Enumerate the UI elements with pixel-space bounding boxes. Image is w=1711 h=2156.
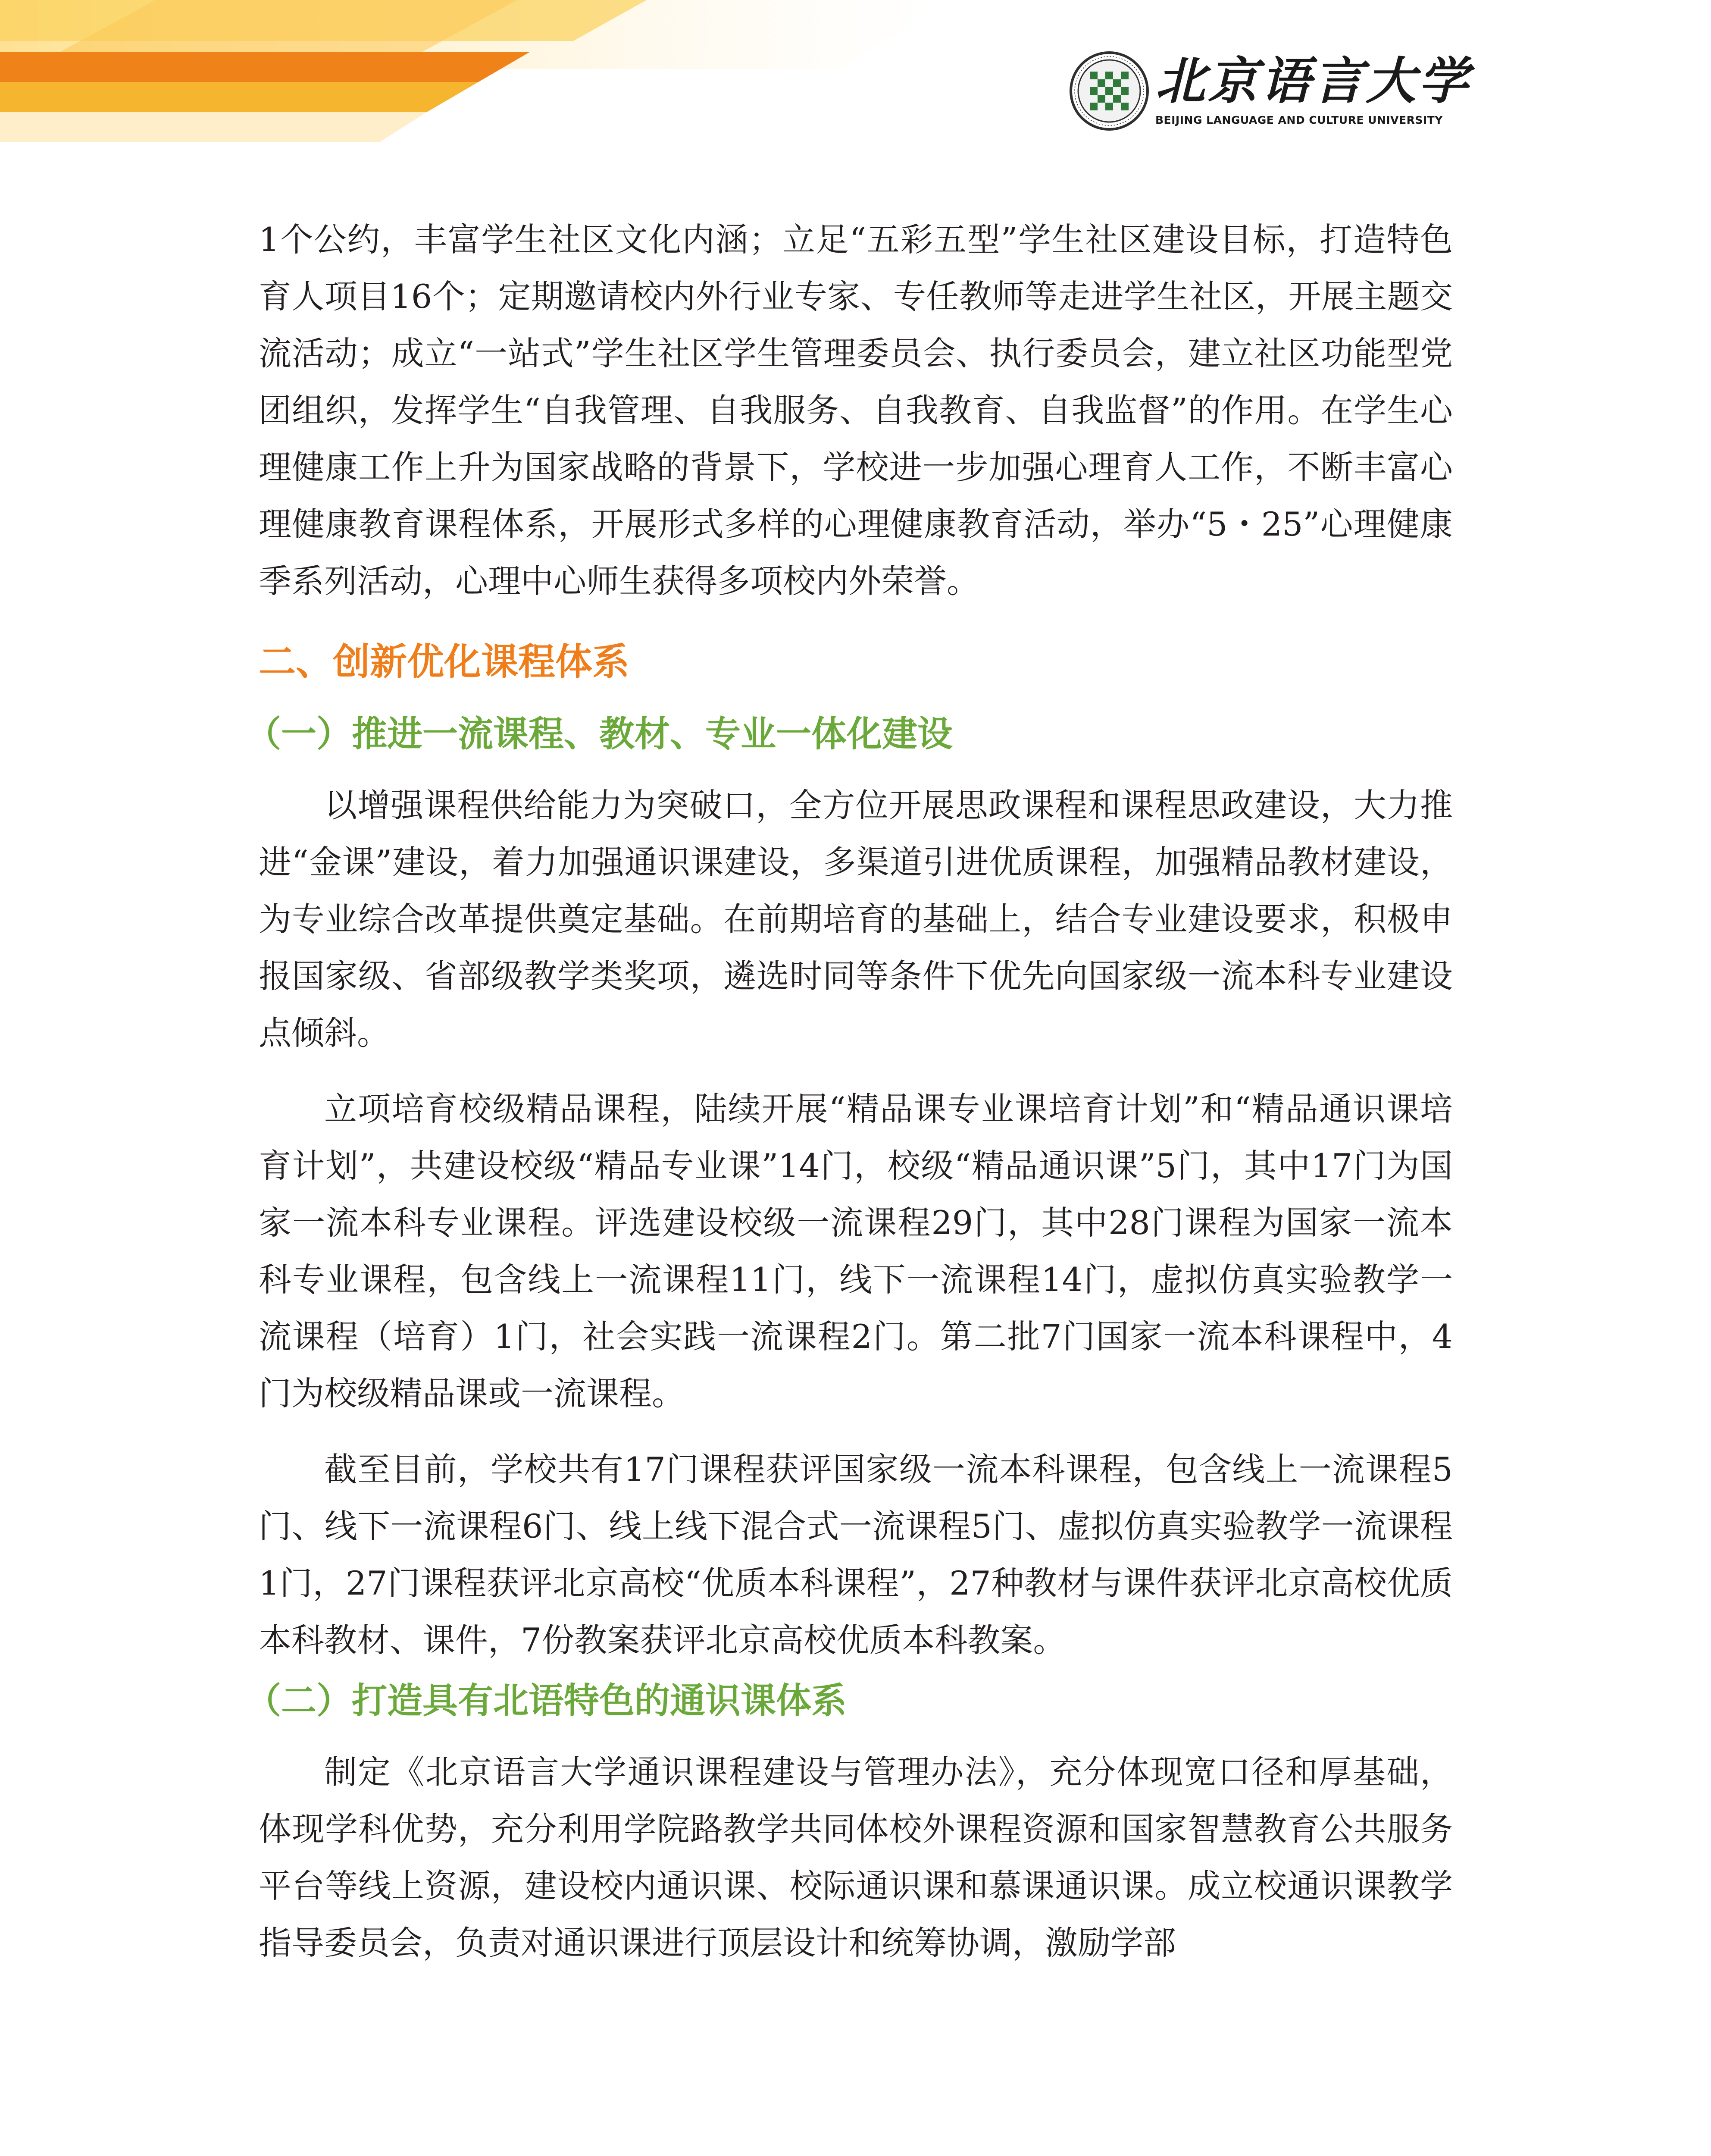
section-heading-course-system: 二、创新优化课程体系 <box>259 640 629 683</box>
paragraph-quality-courses: 立项培育校级精品课程，陆续开展“精品课专业课培育计划”和“精品通识课培育计划”，共建设校级“精品专业课”14门，校级“精品通识课”5门，其中17门为国家一流本科专业课程。评选建设校级一流课程29门，其中28门课程为国家一流本科专业课程，包含线上一流课程11门，线下一流课程14门，虚拟仿真实验教学一流课程（培育）1门，社会实践一流课程2门。第二批7门国家一流本科课程中，4门为校级精品课或一流课程。 <box>259 1090 1453 1413</box>
paragraph-general-education: 制定《北京语言大学通识课程建设与管理办法》，充分体现宽口径和厚基础，体现学科优势，充分利用学院路教学共同体校外课程资源和国家智慧教育公共服务平台等线上资源，建设校内通识课、校际通识课和慕课通识课。成立校通识课教学指导委员会，负责对通识课进行顶层设计和统筹协调，激励学部 <box>259 1753 1453 1962</box>
paragraph-course-supply: 以增强课程供给能力为突破口，全方位开展思政课程和课程思政建设，大力推进“金课”建设，着力加强通识课建设，多渠道引进优质课程，加强精品教材建设，为专业综合改革提供奠定基础。在前期培育的基础上，结合专业建设要求，积极申报国家级、省部级教学类奖项，遴选时同等条件下优先向国家级一流本科专业建设点倾斜。 <box>259 786 1453 1052</box>
subsection-heading-general-education: （二）打造具有北语特色的通识课体系 <box>246 1680 847 1721</box>
paragraph-national-courses: 截至目前，学校共有17门课程获评国家级一流本科课程，包含线上一流课程5门、线下一流课程6门、线上线下混合式一流课程5门、虚拟仿真实验教学一流课程1门，27门课程获评北京高校“优质本科课程”，27种教材与课件获评北京高校优质本科教材、课件，7份教案获评北京高校优质本科教案。 <box>259 1450 1453 1659</box>
university-seal-icon <box>1069 51 1149 131</box>
logo-chinese-name: 北京语言大学 <box>1155 52 1471 110</box>
university-logo <box>1069 47 1471 134</box>
paragraph-student-community: 1个公约，丰富学生社区文化内涵；立足“五彩五型”学生社区建设目标，打造特色育人项目16个；定期邀请校内外行业专家、专任教师等走进学生社区，开展主题交流活动；成立“一站式”学生社区学生管理委员会、执行委员会，建立社区功能型党团组织，发挥学生“自我管理、自我服务、自我教育、自我监督”的作用。在学生心理健康工作上升为国家战略的背景下，学校进一步加强心理育人工作，不断丰富心理健康教育课程体系，开展形式多样的心理健康教育活动，举办“5・25”心理健康季系列活动，心理中心师生获得多项校内外荣誉。 <box>259 220 1453 600</box>
document-body <box>246 211 1453 1971</box>
subsection-heading-first-class-courses: （一）推进一流课程、教材、专业一体化建设 <box>246 714 953 755</box>
logo-english-name: BEIJING LANGUAGE AND CULTURE UNIVERSITY <box>1155 114 1443 126</box>
